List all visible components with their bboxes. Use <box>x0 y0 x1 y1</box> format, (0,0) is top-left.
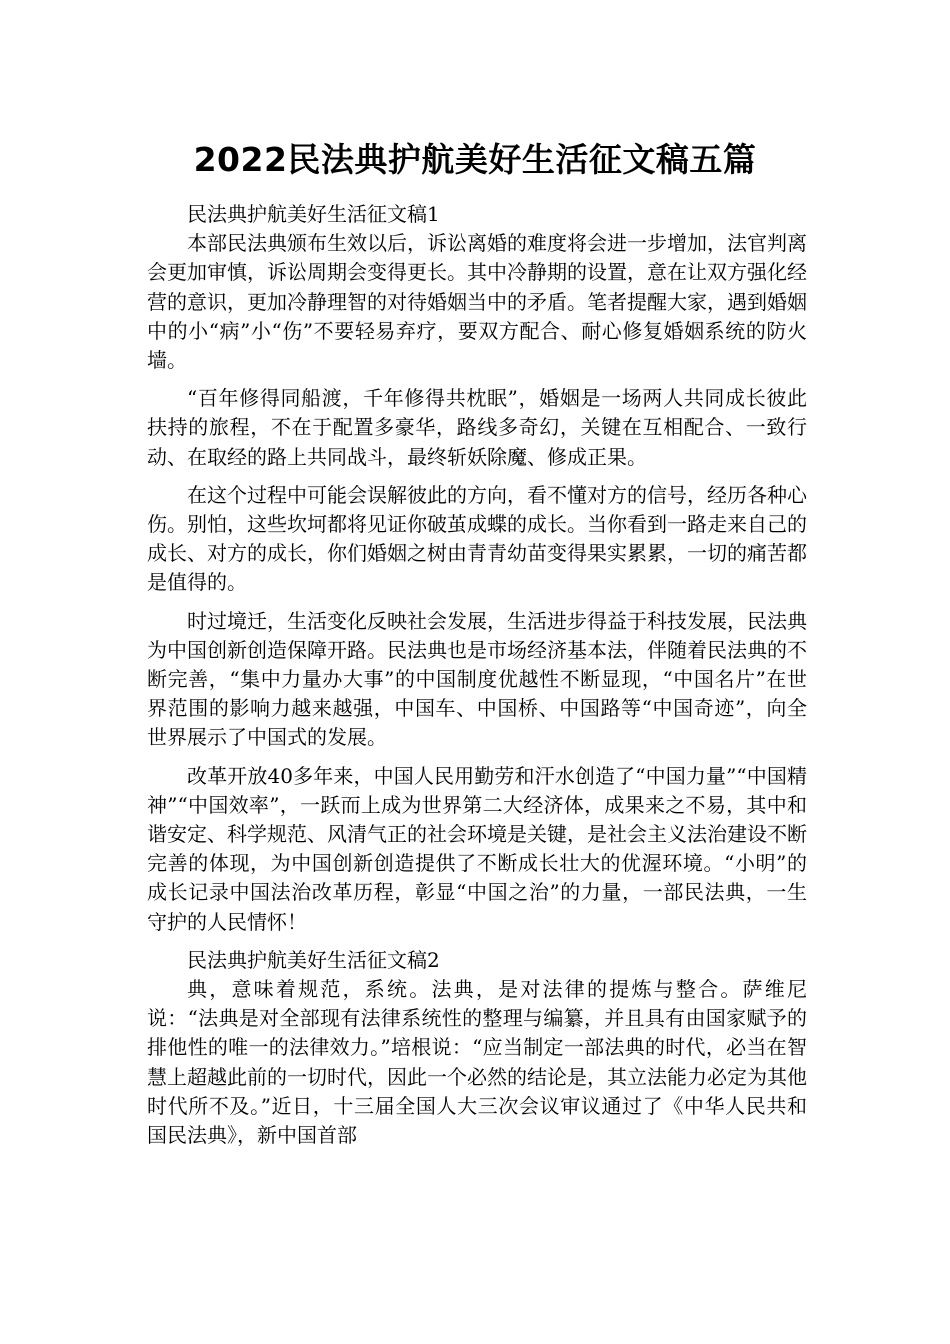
document-body <box>147 200 807 1150</box>
paragraph: 时过境迁，生活变化反映社会发展，生活进步得益于科技发展，民法典为中国创新创造保障开路。民法典也是市场经济基本法，伴随着民法典的不断完善，“集中力量办大事”的中国制度优越性不断显现，“中国名片”在世界范围的影响力越来越强，中国车、中国桥、中国路等“中国奇迹”，向全世界展示了中国式的发展。 <box>147 608 807 750</box>
paragraph: “百年修得同船渡，千年修得共枕眠”，婚姻是一场两人共同成长彼此扶持的旅程，不在于配置多豪华，路线多奇幻，关键在互相配合、一致行动、在取经的路上共同战斗，最终斩妖除魔、修成正果。 <box>147 386 807 469</box>
paragraph: 典，意味着规范，系统。法典，是对法律的提炼与整合。萨维尼说：“法典是对全部现有法律系统性的整理与编纂，并且具有由国家赋予的排他性的唯一的法律效力。”培根说：“应当制定一部法典的时代，必当在智慧上超越此前的一切时代，因此一个必然的结论是，其立法能力必定为其他时代所不及。”近日，十三届全国人大三次会议审议通过了《中华人民共和国民法典》，新中国首部 <box>147 977 807 1148</box>
section-heading-2: 民法典护航美好生活征文稿2 <box>187 947 440 972</box>
document-title: 2022民法典护航美好生活征文稿五篇 <box>193 140 757 179</box>
paragraph: 本部民法典颁布生效以后，诉讼离婚的难度将会进一步增加，法官判离会更加审慎，诉讼周期会变得更长。其中冷静期的设置，意在让双方强化经营的意识，更加冷静理智的对待婚姻当中的矛盾。笔者提醒大家，遇到婚姻中的小“病”小“伤”不要轻易弃疗，要双方配合、耐心修复婚姻系统的防火墙。 <box>147 231 807 373</box>
section-heading-1: 民法典护航美好生活征文稿1 <box>187 202 440 226</box>
paragraph: 改革开放40多年来，中国人民用勤劳和汗水创造了“中国力量”“中国精神”“中国效率”，一跃而上成为世界第二大经济体，成果来之不易，其中和谐安定、科学规范、风清气正的社会环境是关键，是社会主义法治建设不断完善的体现，为中国创新创造提供了不断成长壮大的优渥环境。“小明”的成长记录中国法治改革历程，彰显“中国之治”的力量，一部民法典，一生守护的人民情怀！ <box>147 763 807 934</box>
paragraph: 在这个过程中可能会误解彼此的方向，看不懂对方的信号，经历各种心伤。别怕，这些坎坷都将见证你破茧成蝶的成长。当你看到一路走来自己的成长、对方的成长，你们婚姻之树由青青幼苗变得果实累累，一切的痛苦都是值得的。 <box>147 482 807 595</box>
